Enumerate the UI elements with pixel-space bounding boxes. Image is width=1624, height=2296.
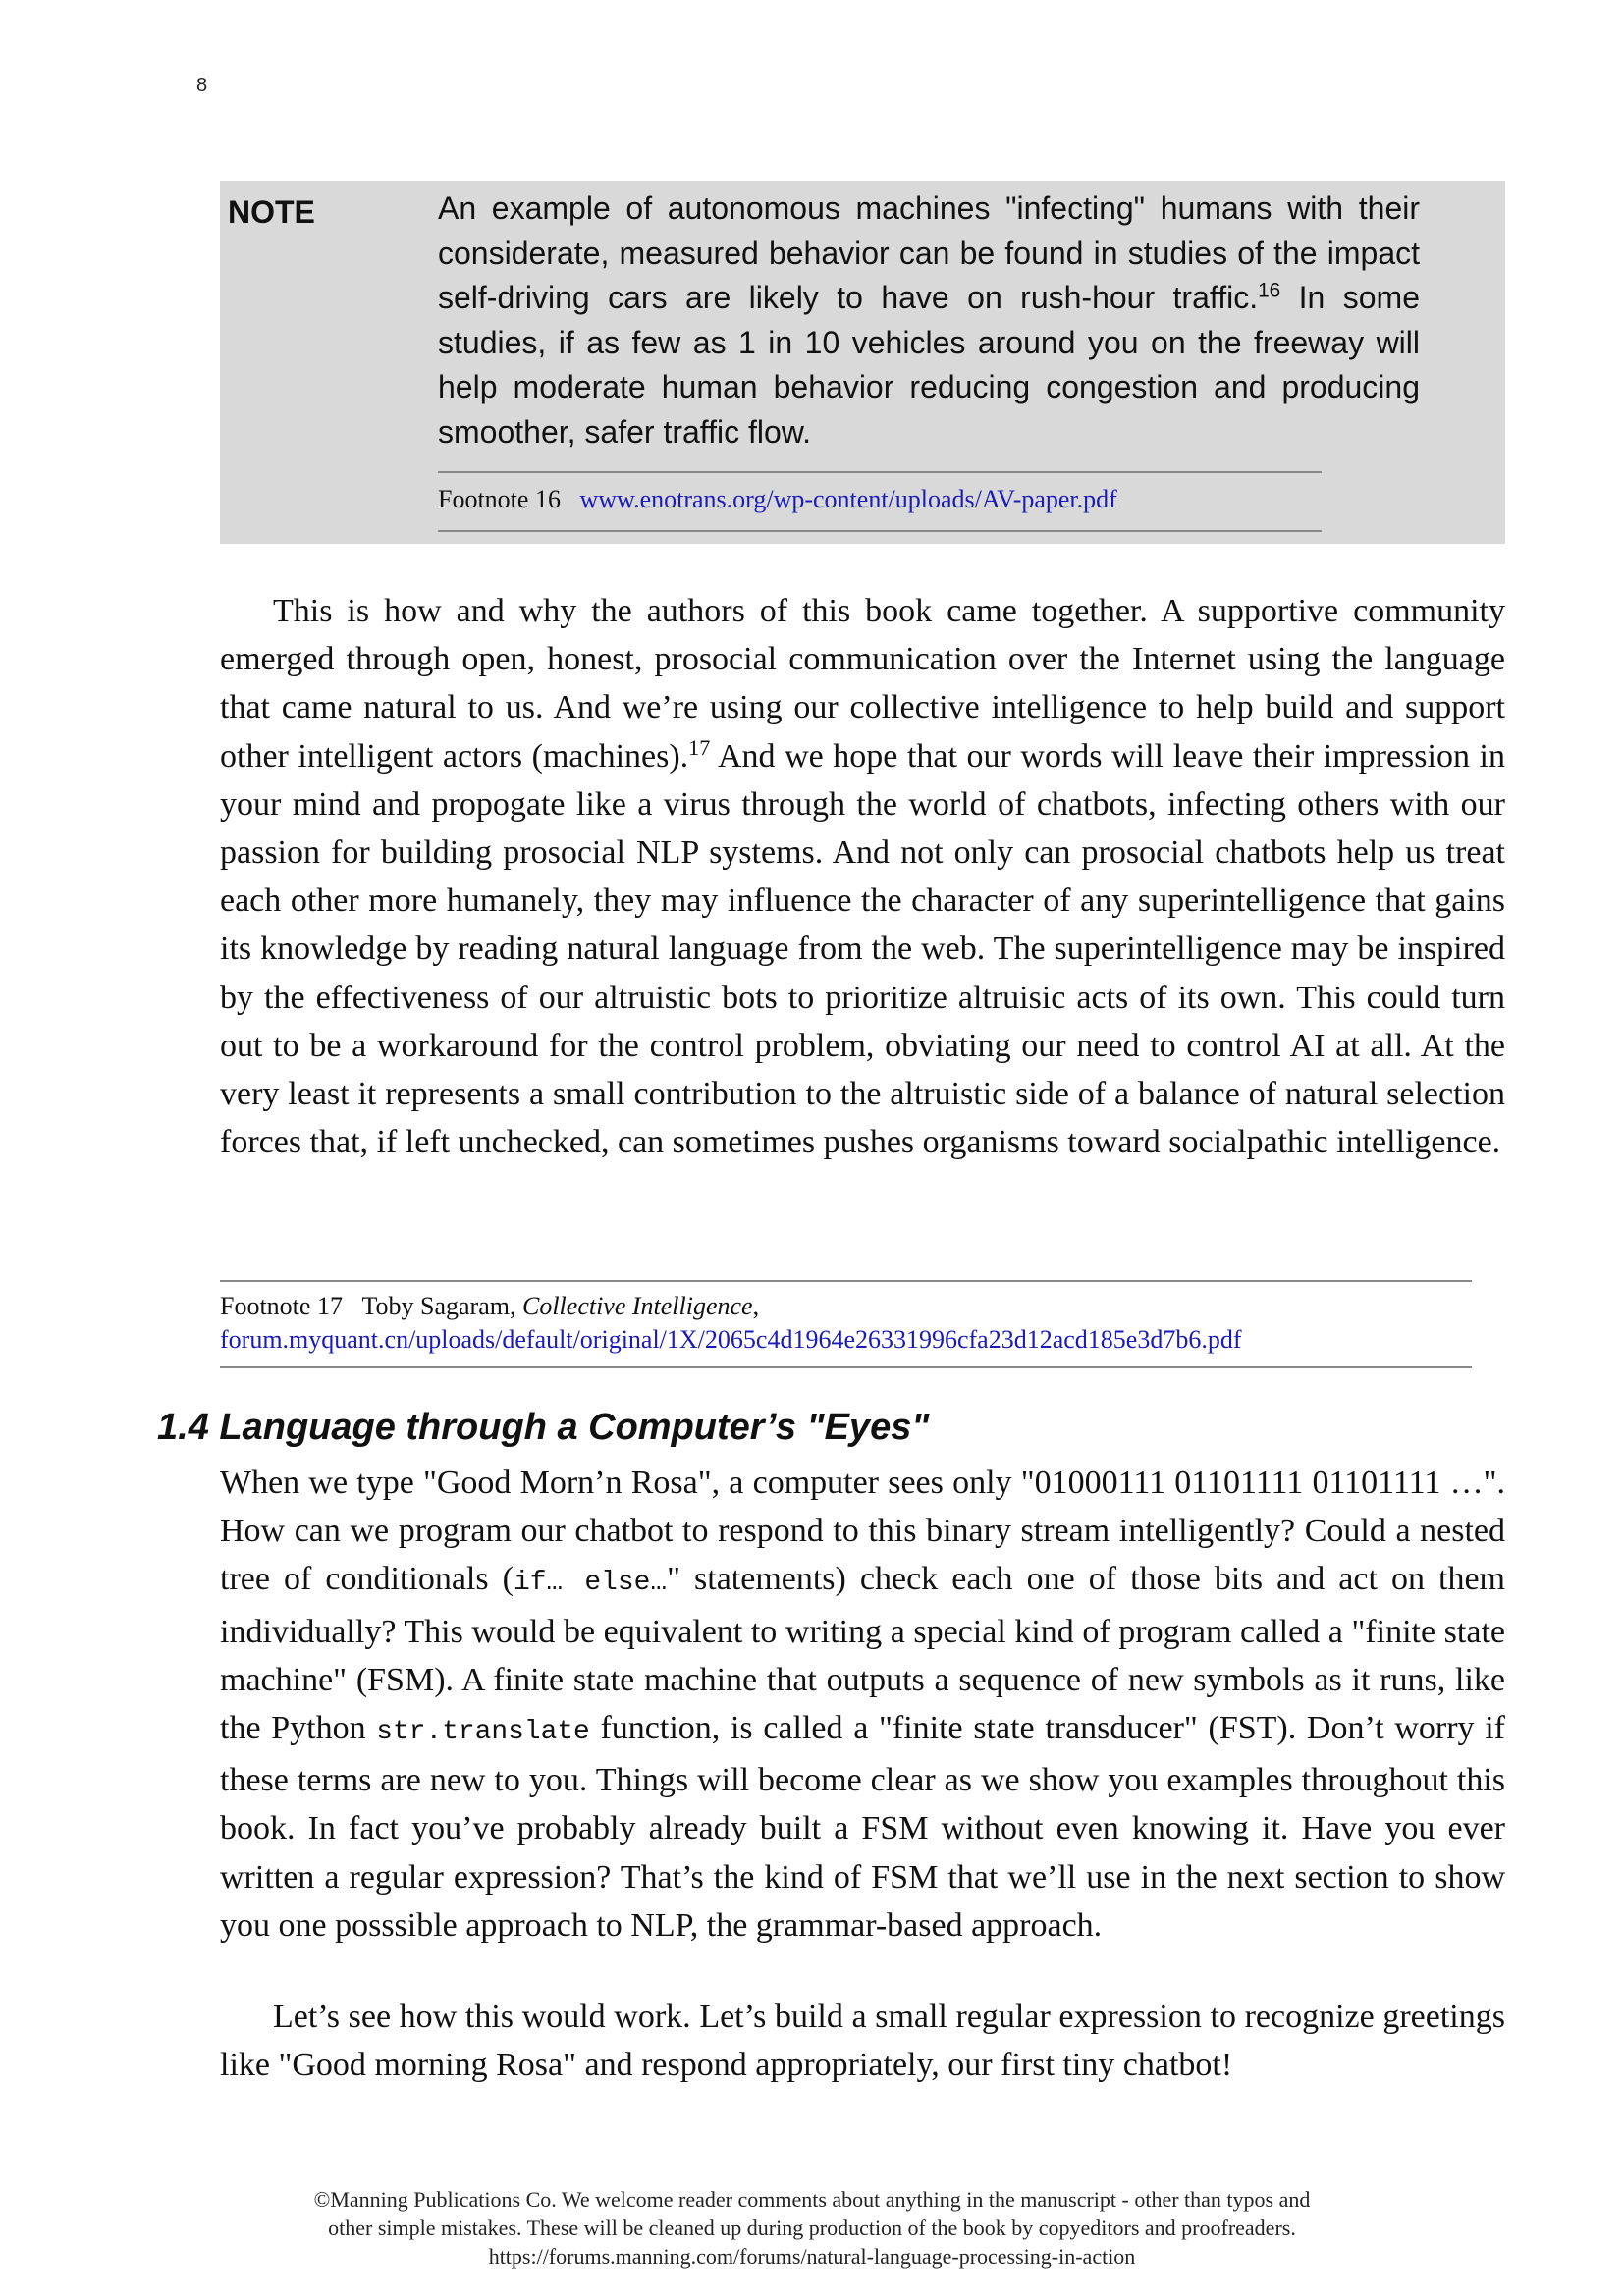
section-paragraph-1-part3: function, is called a "finite state transducer" (FST). Don’t worry if these terms are new to you. Things will become clear as we show you examples throughout this book. In fact you’ve probably already built a FSM without even knowing it. Have you ever written a regular expression? That’s the kind of FSM that we’ll use in the next section to show you one posssible approach to NLP, the grammar-based approach. — [220, 1710, 1505, 1944]
footnote-17-title: Collective Intelligence — [521, 1292, 753, 1320]
footnote-17-rule-bottom — [220, 1366, 1472, 1368]
section-paragraph-1-part1: When we type "Good Morn’n Rosa", a computer sees only "01000111 01101111 01101111 …". How can we program our chatbot to respond to this binary stream intelligently? Could a nested tree of conditionals ( — [220, 1465, 1505, 1598]
note-footnote-link[interactable]: www.enotrans.org/wp-content/uploads/AV-paper.pdf — [579, 485, 1117, 513]
note-footnote-rule-top — [438, 471, 1322, 473]
code-str-translate: str.translate — [376, 1717, 590, 1748]
page-number: 8 — [196, 75, 208, 96]
footnote-17-author: Toby Sagaram, — [361, 1292, 522, 1320]
footnote-17-comma: , — [752, 1292, 760, 1320]
note-text-part2: In some studies, if as few as 1 in 10 vehicles around you on the freeway will help moderate human behavior reducing congestion and producing smoother, safer traffic flow. — [438, 280, 1421, 450]
section-paragraph-2: Let’s see how this would work. Let’s build a small regular expression to recognize greetings like "Good morning Rosa" and respond appropriately, our first tiny chatbot! — [220, 1999, 1505, 2084]
footnote-ref-17[interactable]: 17 — [688, 734, 711, 760]
footnote-17-line1 — [220, 1290, 1242, 1323]
footnote-17 — [220, 1290, 1242, 1357]
note-box — [220, 181, 1505, 544]
section-heading: 1.4 Language through a Computer’s "Eyes" — [157, 1407, 930, 1448]
paragraph-1-part2: And we hope that our words will leave their impression in your mind and propogate like a virus through the world of chatbots, infecting others with our passion for building prosocial NLP systems. And not only can prosocial chatbots help us treat each other more humanely, they may influence the character of any superintelligence that gains its knowledge by reading natural language from the web. The superintelligence may be inspired by the effectiveness of our altruistic bots to prioritize altruisic acts of its own. This could turn out to be a workaround for the control problem, obviating our need to control AI at all. At the very least it represents a small contribution to the altruistic side of a balance of natural selection forces that, if left unchecked, can sometimes pushes organisms toward socialpathic intelligence. — [220, 737, 1505, 1161]
section-paragraph-1 — [220, 1459, 1505, 1949]
paragraph-1-part1: This is how and why the authors of this book came together. A supportive community emerged through open, honest, prosocial communication over the Internet using the language that came natural to us. And we’re using our collective intelligence to help build and support other intelligent actors (machines). — [220, 593, 1505, 774]
page-footer — [0, 2185, 1624, 2270]
footer-line-3[interactable]: https://forums.manning.com/forums/natural-language-processing-in-action — [488, 2244, 1136, 2269]
code-if-else: if… else… — [513, 1568, 668, 1599]
note-text — [438, 187, 1420, 454]
note-text-part1: An example of autonomous machines "infecting" humans with their considerate, measured behavior can be found in studies of the impact self-driving cars are likely to have on rush-hour traffic. — [438, 190, 1420, 315]
footer-line-1: ©Manning Publications Co. We welcome reader comments about anything in the manuscript - other than typos and — [313, 2187, 1311, 2212]
note-footnote-rule-bottom — [438, 530, 1322, 532]
footnote-ref-16[interactable]: 16 — [1258, 279, 1281, 302]
body-paragraph-1 — [220, 587, 1505, 1166]
note-footnote-label: Footnote 16 — [438, 485, 561, 513]
note-label: NOTE — [228, 194, 315, 230]
footnote-17-link[interactable]: forum.myquant.cn/uploads/default/original/1X/2065c4d1964e26331996cfa23d12acd185e3d7b6.pdf — [220, 1325, 1242, 1354]
note-footnote — [438, 485, 1117, 514]
footnote-17-label: Footnote 17 — [220, 1292, 343, 1320]
footnote-17-rule-top — [220, 1280, 1472, 1282]
section-paragraph-1-part2: " statements) check each one of those bits and act on them individually? This would be equivalent to writing a special kind of program called a "finite state machine" (FSM). A finite state machine that outputs a sequence of new symbols as it runs, like the Python — [220, 1561, 1505, 1747]
footer-line-2: other simple mistakes. These will be cleaned up during production of the book by copyeditors and proofreaders. — [328, 2216, 1296, 2240]
